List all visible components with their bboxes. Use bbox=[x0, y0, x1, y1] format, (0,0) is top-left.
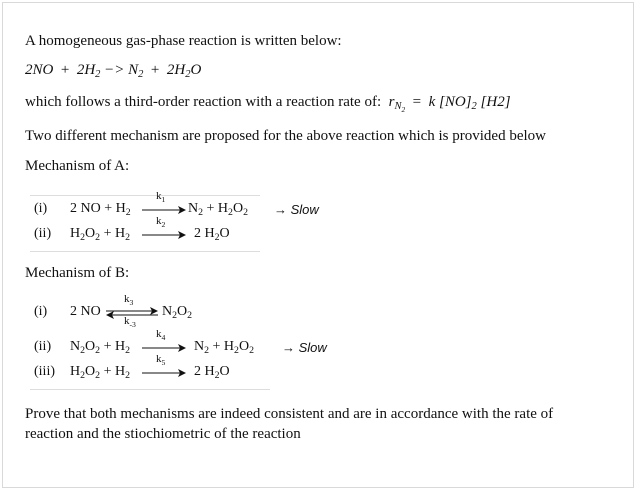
mechanisms-intro: Two different mechanism are proposed for the above reaction which is provided below bbox=[25, 128, 547, 144]
faded-rule bbox=[30, 389, 270, 390]
forward-arrow: $k_1$ bbox=[142, 201, 186, 226]
rate-expression: k $[NO]_2$ [H2] bbox=[428, 94, 511, 112]
mechanism-b-title: Mechanism of B: bbox=[25, 265, 130, 281]
rate-symbol: $r_{N_2}$ bbox=[388, 94, 406, 114]
question-line-1: Prove that both mechanisms are indeed consistent and are in accordance with the rate of bbox=[25, 406, 554, 422]
forward-arrow: $k_5$ bbox=[142, 364, 186, 389]
intro-text: A homogeneous gas-phase reaction is written below: bbox=[25, 33, 342, 49]
mechanism-a-title: Mechanism of A: bbox=[25, 158, 130, 174]
faded-rule bbox=[30, 251, 260, 252]
forward-arrow: $k_2$ bbox=[142, 226, 186, 251]
rate-law-line: which follows a third-order reaction with a reaction rate of: $r_{N_2} = k$ $[NO]_2$ [H2] bbox=[25, 94, 511, 114]
rate-law-text: which follows a third-order reaction with a reaction rate of: bbox=[25, 94, 382, 110]
slow-step-note: → Slow bbox=[282, 340, 327, 355]
question-line-2: reaction and the stiochiometric of the reaction bbox=[25, 426, 301, 442]
overall-reaction: $2NO + 2H_2 -> N_2 + 2H_2O$ bbox=[25, 62, 202, 80]
faded-rule bbox=[30, 195, 260, 196]
forward-arrow: $k_4$ bbox=[142, 339, 186, 364]
slow-step-note: → Slow bbox=[274, 202, 319, 217]
equilibrium-arrow: $k_3$ $k_{-3}$ bbox=[106, 304, 158, 329]
